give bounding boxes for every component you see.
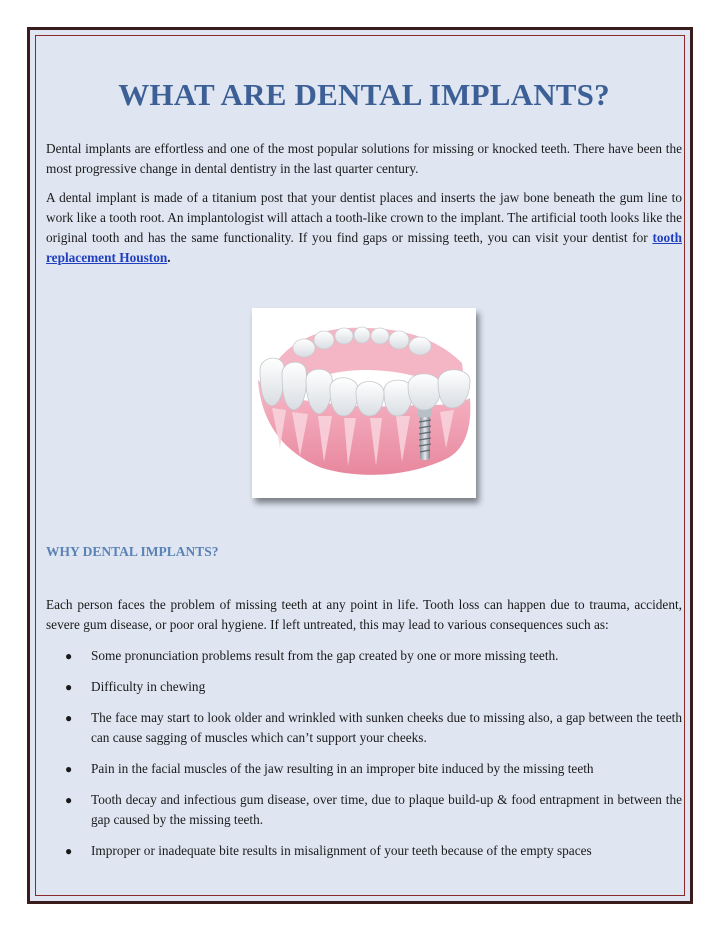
- paragraph-end-period: .: [167, 250, 171, 265]
- list-item-text: Difficulty in chewing: [91, 679, 206, 694]
- bullet-icon: ●: [65, 680, 73, 694]
- list-item: [46, 841, 682, 861]
- bullet-icon: ●: [65, 711, 73, 725]
- list-item: [46, 759, 682, 779]
- page-inner-border: [35, 35, 685, 896]
- list-item: [46, 790, 682, 830]
- page-frame: [27, 27, 693, 904]
- implant-description-paragraph: [46, 188, 682, 268]
- bullet-icon: ●: [65, 762, 73, 776]
- list-item: [46, 646, 682, 666]
- page-title: WHAT ARE DENTAL IMPLANTS?: [118, 77, 610, 112]
- tooth-replacement-link[interactable]: tooth replacement Houston: [46, 230, 682, 265]
- list-item-text: Some pronunciation problems result from the gap created by one or more missing teeth.: [91, 648, 559, 663]
- dental-implant-jaw-illustration-icon: [252, 308, 476, 498]
- list-item: [46, 677, 682, 697]
- dental-implant-image: [252, 308, 476, 498]
- document-content: [46, 36, 682, 861]
- list-item-text: Improper or inadequate bite results in misalignment of your teeth because of the empty spaces: [91, 843, 592, 858]
- list-item-text: Pain in the facial muscles of the jaw resulting in an improper bite induced by the missing teeth: [91, 761, 594, 776]
- implant-description-text: A dental implant is made of a titanium post that your dentist places and inserts the jaw bone beneath the gum line to work like a tooth root. An implantologist will attach a tooth-like crown to the implant. The artificial tooth looks like the original tooth and has the same functionality. If you find gaps or missing teeth, you can visit your dentist for: [46, 190, 682, 245]
- list-item: [46, 708, 682, 748]
- bullet-icon: ●: [65, 844, 73, 858]
- list-item-text: Tooth decay and infectious gum disease, over time, due to plaque build-up & food entrapment in between the gap caused by the missing teeth.: [91, 792, 682, 827]
- consequences-list: [46, 646, 682, 861]
- bullet-icon: ●: [65, 649, 73, 663]
- consequences-intro-paragraph: Each person faces the problem of missing teeth at any point in life. Tooth loss can happen due to trauma, accident, severe gum disease, or poor oral hygiene. If left untreated, this may lead to various consequences such as:: [46, 597, 682, 632]
- section-heading-why-dental-implants: WHY DENTAL IMPLANTS?: [46, 544, 219, 559]
- bullet-icon: ●: [65, 793, 73, 807]
- intro-paragraph: Dental implants are effortless and one of the most popular solutions for missing or knocked teeth. There have been the most progressive change in dental dentistry in the last quarter century.: [46, 141, 682, 176]
- list-item-text: The face may start to look older and wrinkled with sunken cheeks due to missing also, a gap between the teeth can cause sagging of muscles which can’t support your cheeks.: [91, 710, 682, 745]
